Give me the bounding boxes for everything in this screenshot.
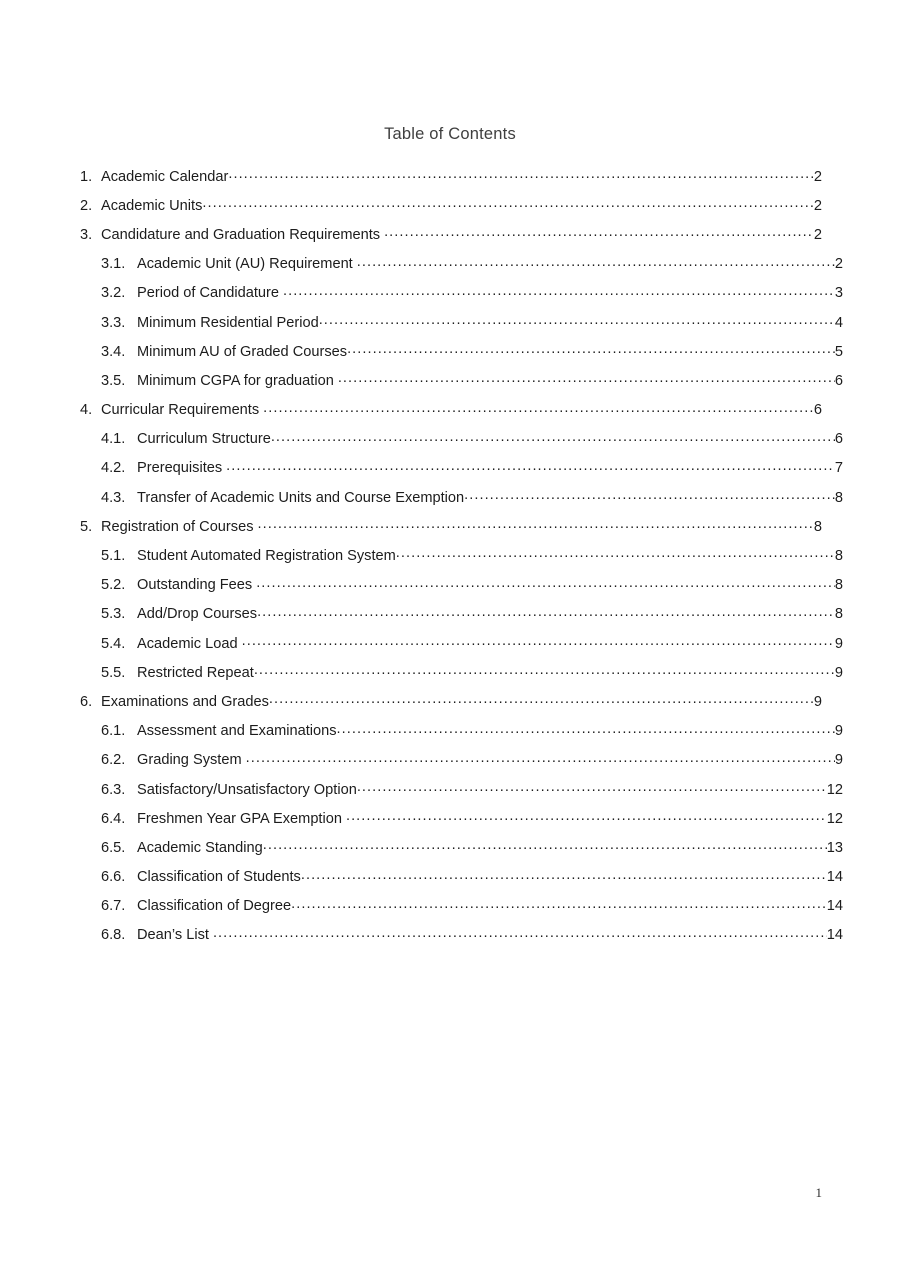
toc-entry-number: 4.3. [101,489,126,506]
toc-entry[interactable] [80,750,843,779]
toc-entry[interactable] [80,721,843,750]
toc-entry-label: Assessment and Examinations [137,723,337,740]
dot-leader [269,691,814,706]
dot-leader [228,166,814,181]
dot-leader [256,575,835,590]
page-title: Table of Contents [384,125,516,143]
toc-entry-page-number: 14 [826,869,843,886]
toc-entry-page-number: 8 [834,489,843,506]
toc-entry-label: Grading System [137,752,242,769]
toc-entry-number: 5.4. [101,635,126,652]
toc-entry[interactable] [80,254,843,283]
toc-entry-page-number: 8 [834,548,843,565]
toc-entry-label: Academic Unit (AU) Requirement [137,256,353,273]
toc-entry-page-number: 8 [813,518,822,535]
dot-leader [338,370,835,385]
toc-entry-number: 6.3. [101,781,126,798]
page-number-footer: 1 [815,1185,822,1200]
toc-entry[interactable] [80,195,822,224]
toc-entry-number: 1. [80,168,93,185]
toc-entry-label: Add/Drop Courses [137,606,258,623]
toc-entry-label: Minimum Residential Period [137,314,319,331]
toc-entry-number: 4.2. [101,460,126,477]
toc-entry-label: Prerequisites [137,460,223,477]
toc-entry-number: 3.3. [101,314,126,331]
toc-entry[interactable] [80,633,843,662]
toc-entry-page-number: 12 [826,781,843,798]
toc-entry-page-number: 2 [834,256,843,273]
toc-entry-page-number: 3 [834,285,843,302]
toc-entry[interactable] [80,779,843,808]
toc-entry-number: 6.7. [101,898,126,915]
toc-entry-number: 5. [80,518,93,535]
toc-entry[interactable] [80,896,843,925]
toc-entry[interactable] [80,575,843,604]
toc-entry-number: 3.4. [101,343,126,360]
toc-entry[interactable] [80,224,822,253]
toc-entry[interactable] [80,487,843,516]
toc-entry-page-number: 2 [813,168,822,185]
toc-entry-label: Period of Candidature [137,285,279,302]
toc-entry-number: 6.5. [101,839,126,856]
toc-entry-page-number: 7 [834,460,843,477]
dot-leader [357,779,827,794]
toc-entry-number: 5.5. [101,664,126,681]
toc-entry-number: 4.1. [101,431,126,448]
toc-entry-label: Curricular Requirements [101,402,260,419]
dot-leader [396,545,835,560]
toc-entry[interactable] [80,429,843,458]
toc-entry-page-number: 6 [834,431,843,448]
dot-leader [242,633,835,648]
toc-entry-label: Curriculum Structure [137,431,271,448]
toc-entry-number: 3.5. [101,372,126,389]
toc-entry-page-number: 13 [826,839,843,856]
toc-entry-number: 5.1. [101,548,126,565]
toc-entry-page-number: 2 [813,197,822,214]
dot-leader [337,721,835,736]
toc-entry[interactable] [80,691,822,720]
toc-entry-page-number: 8 [834,577,843,594]
toc-entry-label: Satisfactory/Unsatisfactory Option [137,781,357,798]
toc-entry-page-number: 6 [813,402,822,419]
toc-entry[interactable] [80,458,843,487]
toc-entry-number: 2. [80,197,93,214]
toc-entry[interactable] [80,545,843,574]
toc-entry-label: Dean’s List [137,927,209,944]
toc-entry[interactable] [80,166,822,195]
toc-entry-number: 5.2. [101,577,126,594]
toc-entry-page-number: 9 [834,723,843,740]
toc-entry-number: 6.2. [101,752,126,769]
dot-leader [226,458,835,473]
toc-entry[interactable] [80,516,822,545]
toc-entry-number: 6.6. [101,869,126,886]
toc-entry-label: Classification of Students [137,869,301,886]
toc-entry[interactable] [80,662,843,691]
toc-entry[interactable] [80,925,843,954]
dot-leader [246,750,835,765]
toc-entry-page-number: 14 [826,898,843,915]
toc-entry-number: 3.1. [101,256,126,273]
toc-entry-page-number: 14 [826,927,843,944]
toc-entry[interactable] [80,283,843,312]
toc-entry[interactable] [80,808,843,837]
toc-entry-label: Minimum CGPA for graduation [137,372,334,389]
toc-entry[interactable] [80,370,843,399]
dot-leader [384,224,814,239]
toc-entry-label: Minimum AU of Graded Courses [137,343,348,360]
dot-leader [319,312,835,327]
toc-entry-label: Academic Standing [137,839,263,856]
toc-entry-label: Academic Units [101,197,203,214]
dot-leader [271,429,835,444]
toc-entry-page-number: 6 [834,372,843,389]
dot-leader [357,254,835,269]
dot-leader [464,487,835,502]
toc-entry-label: Outstanding Fees [137,577,253,594]
toc-entry-label: Academic Load [137,635,238,652]
toc-entry-label: Restricted Repeat [137,664,254,681]
dot-leader [257,604,835,619]
dot-leader [258,516,814,531]
dot-leader [263,837,827,852]
toc-entry-page-number: 9 [834,664,843,681]
toc-entry-page-number: 9 [834,635,843,652]
dot-leader [346,808,827,823]
toc-entry[interactable] [80,867,843,896]
toc-entry-label: Examinations and Grades [101,693,269,710]
toc-entry-number: 6.4. [101,810,126,827]
dot-leader [301,867,827,882]
toc-entry-page-number: 5 [834,343,843,360]
dot-leader [291,896,827,911]
dot-leader [254,662,835,677]
toc-entry-number: 3.2. [101,285,126,302]
toc-entry-label: Academic Calendar [101,168,229,185]
toc-entry-number: 4. [80,402,93,419]
toc-entry[interactable] [80,312,843,341]
toc-entry-number: 6.1. [101,723,126,740]
toc-entry-page-number: 12 [826,810,843,827]
toc-entry-number: 6. [80,693,93,710]
toc-entry-page-number: 8 [834,606,843,623]
table-of-contents-list [80,166,843,954]
toc-entry-number: 3. [80,226,93,243]
toc-entry-page-number: 4 [834,314,843,331]
dot-leader [213,925,827,940]
toc-entry-number: 6.8. [101,927,126,944]
toc-entry-page-number: 9 [813,693,822,710]
dot-leader [202,195,813,210]
dot-leader [347,341,835,356]
toc-entry[interactable] [80,341,843,370]
toc-entry-number: 5.3. [101,606,126,623]
toc-entry[interactable] [80,837,843,866]
toc-entry-label: Freshmen Year GPA Exemption [137,810,342,827]
toc-entry-label: Classification of Degree [137,898,292,915]
toc-entry-label: Registration of Courses [101,518,254,535]
dot-leader [283,283,835,298]
dot-leader [263,400,814,415]
toc-entry[interactable] [80,400,822,429]
toc-entry-label: Transfer of Academic Units and Course Exemption [137,489,465,506]
toc-entry-label: Candidature and Graduation Requirements [101,226,381,243]
toc-entry-label: Student Automated Registration System [137,548,396,565]
toc-entry-page-number: 9 [834,752,843,769]
toc-entry-page-number: 2 [813,226,822,243]
toc-entry[interactable] [80,604,843,633]
